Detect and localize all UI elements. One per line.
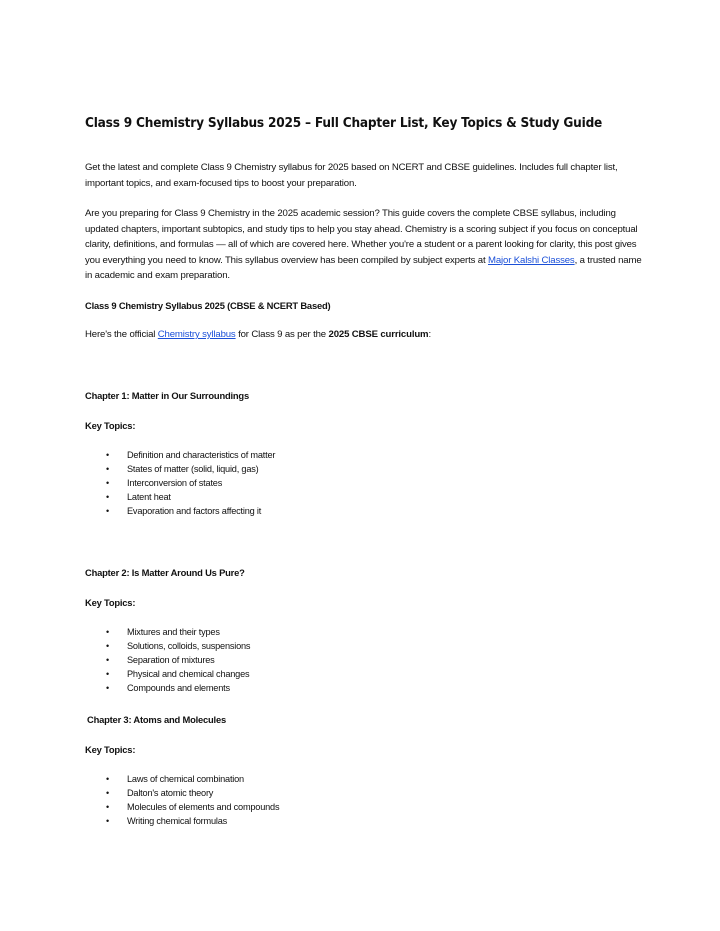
topic-text: Solutions, colloids, suspensions (127, 640, 251, 651)
topic-list (85, 625, 645, 696)
topic-text: Dalton's atomic theory (127, 787, 214, 798)
bullet-icon: • (106, 477, 109, 488)
bullet-icon: • (106, 640, 109, 651)
list-item (85, 448, 645, 462)
list-item (85, 504, 645, 518)
key-topics-label: Key Topics: (85, 420, 136, 431)
key-topics-label: Key Topics: (85, 744, 136, 756)
official-curriculum-bold: 2025 CBSE curriculum (328, 329, 429, 340)
list-item (85, 681, 645, 695)
list-item (85, 800, 645, 814)
major-kalshi-classes-link[interactable]: Major Kalshi Classes (488, 254, 575, 266)
topic-list (85, 448, 645, 519)
topic-text: Definition and characteristics of matter (127, 449, 276, 460)
list-item (85, 653, 645, 667)
meta-description: Get the latest and complete Class 9 Chemistry syllabus for 2025 based on NCERT and CBSE guidelines. Includes full chapter list, important topics, and exam-focused tips to boost your preparation. (85, 162, 618, 189)
chapter-title: Chapter 2: Is Matter Around Us Pure? (85, 566, 245, 578)
topic-text: Mixtures and their types (127, 626, 220, 637)
list-item (85, 490, 645, 504)
bullet-icon: • (106, 773, 109, 784)
document-body (85, 114, 645, 828)
intro-text-end: , a trusted name in academic and exam preparation. (85, 254, 642, 281)
chapter-title: Chapter 1: Matter in Our Surroundings (85, 389, 249, 401)
bullet-icon: • (106, 506, 109, 517)
bullet-icon: • (106, 463, 109, 474)
spacer (85, 519, 645, 565)
list-item (85, 786, 645, 800)
topic-text: Separation of mixtures (127, 654, 215, 665)
document-title: Class 9 Chemistry Syllabus 2025 – Full Chapter List, Key Topics & Study Guide (85, 115, 603, 131)
chemistry-syllabus-link[interactable]: Chemistry syllabus (157, 329, 236, 340)
topic-text: Evaporation and factors affecting it (127, 506, 262, 517)
bullet-icon: • (106, 669, 109, 680)
topic-text: Molecules of elements and compounds (127, 801, 280, 812)
list-item (85, 476, 645, 490)
key-topics-label: Key Topics: (85, 597, 136, 609)
spacer (85, 696, 645, 712)
list-item (85, 639, 645, 653)
list-item (85, 462, 645, 476)
chapter-section (85, 388, 645, 519)
official-syllabus-line (85, 327, 645, 343)
list-item (85, 625, 645, 639)
chapter-section (85, 565, 645, 696)
bullet-icon: • (106, 801, 109, 812)
topic-text: Writing chemical formulas (127, 816, 228, 827)
topic-text: States of matter (solid, liquid, gas) (127, 463, 259, 474)
list-item (85, 814, 645, 828)
official-text-start: Here's the official (85, 329, 158, 340)
list-item (85, 772, 645, 786)
official-text-middle: for Class 9 as per the (235, 329, 329, 340)
intro-paragraph (85, 206, 645, 284)
bullet-icon: • (106, 654, 109, 665)
chapter-section (85, 712, 645, 829)
bullet-icon: • (106, 626, 109, 637)
topic-text: Physical and chemical changes (127, 669, 250, 680)
official-text-end: : (428, 329, 431, 340)
section-heading: Class 9 Chemistry Syllabus 2025 (CBSE & NCERT Based) (85, 299, 331, 311)
bullet-icon: • (106, 449, 109, 460)
bullet-icon: • (106, 492, 109, 503)
topic-list (85, 772, 645, 829)
chapter-title: Chapter 3: Atoms and Molecules (87, 713, 226, 725)
topic-text: Latent heat (127, 492, 171, 503)
list-item (85, 667, 645, 681)
topic-text: Interconversion of states (127, 477, 223, 488)
topic-text: Compounds and elements (127, 683, 230, 694)
intro-text: Are you preparing for Class 9 Chemistry in the 2025 academic session? This guide covers the complete CBSE syllabus, including updated chapters, important subtopics, and study tips to help you stay ahead. Chemistry is a scoring subject if you focus on conceptual clarity, definitions, and formulas — all of which are covered here. Whether you're a student or a parent looking for clarity, this post gives you everything you need to know. This syllabus overview has been compiled by subject experts at (85, 208, 638, 266)
bullet-icon: • (106, 683, 109, 694)
topic-text: Laws of chemical combination (127, 773, 244, 784)
bullet-icon: • (106, 787, 109, 798)
bullet-icon: • (106, 816, 109, 827)
